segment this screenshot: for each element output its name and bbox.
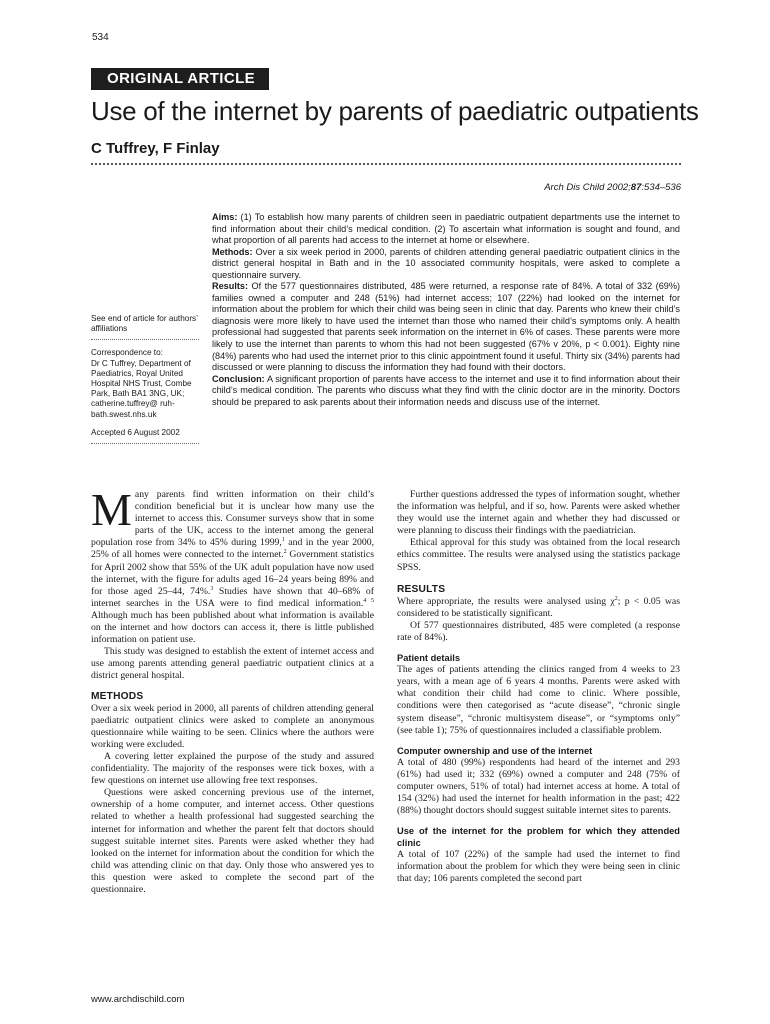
- conclusion-text: A significant proportion of parents have access to the internet and use it to find information about their child’s medical condition. The parents who discuss what they find with the clinic doctor are in the minority. Doctors should be prepared to ask parents about their information needs and discuss use of the internet.: [212, 373, 680, 407]
- results-label: Results:: [212, 281, 249, 292]
- citation-pages: :534–536: [641, 182, 681, 193]
- methods-paragraph-2: A covering letter explained the purpose of the study and assured confidentiality. The majority of the responses were tick boxes, with a few questions on internet use allowing free text responses.: [91, 750, 374, 787]
- abstract-methods: [212, 247, 680, 282]
- sidebar-divider: [91, 339, 199, 340]
- body-right-column: [397, 489, 680, 885]
- computer-ownership-heading: Computer ownership and use of the internet: [397, 745, 593, 756]
- results-paragraph-2: Of 577 questionnaires distributed, 485 were completed (a response rate of 84%).: [397, 619, 680, 644]
- correspondence-label: Correspondence to:: [91, 348, 163, 358]
- citation-year: 2002;: [607, 182, 631, 193]
- drop-cap: M: [91, 484, 132, 535]
- article-sidebar: [91, 314, 203, 444]
- abstract-aims: [212, 212, 680, 247]
- aims-text: (1) To establish how many parents of children seen in paediatric outpatient departments use the internet to find information about their child’s medical condition. (2) To ascertain what information is sought and found, and what proportion of all parents had access to the internet at home or elsewhere.: [212, 212, 680, 246]
- methods-paragraph-3: Questions were asked concerning previous use of the internet, ownership of a home computer, and internet access. Other questions related to whether a health professional had suggested searching the internet for information and whether the parent felt that doctors should suggest suitable internet sites. Parents were asked whether they had looked on the internet for information about the condition for which the child was attending clinic on that day. Only those who answered yes to this question were asked to complete the second part of the questionnaire.: [91, 787, 374, 895]
- journal-citation: [544, 182, 681, 193]
- article-type-banner: ORIGINAL ARTICLE: [91, 68, 269, 90]
- citation-volume: 87: [630, 182, 642, 193]
- intro-paragraph-2: This study was designed to establish the extent of internet access and use among parents attending general paediatric outpatient clinics at a district general hospital.: [91, 646, 374, 682]
- sidebar-divider-bottom: [91, 443, 199, 444]
- results-text-2: ; p < 0.05 was considered to be statistically significant.: [397, 595, 680, 619]
- results-heading: RESULTS: [397, 583, 446, 595]
- authors: C Tuffrey, F Finlay: [91, 140, 220, 157]
- methods-paragraph-4: Further questions addressed the types of information sought, whether the information was helpful, and if so, how. Parents were asked whether they would use the internet again and whether they had discussed or were planning to discuss their findings with the paediatrician.: [397, 489, 680, 537]
- journal-url: www.archdischild.com: [91, 994, 185, 1005]
- ref-1: 1: [281, 537, 285, 544]
- dotted-divider: [91, 163, 681, 165]
- internet-use-heading: Use of the internet for the problem for which they attended clinic: [397, 826, 680, 849]
- citation-journal: Arch Dis Child: [544, 182, 605, 193]
- computer-ownership-paragraph: A total of 480 (99%) respondents had heard of the internet and 293 (61%) had used it; 332 (69%) owned a computer and 248 (75% of computer owners, 51% of total) had internet access at home. A total of 154 (32%) had used the internet for health information in the past; 422 (88%) thought doctors should suggest suitable internet sites to parents.: [397, 756, 680, 817]
- article-title: Use of the internet by parents of paediatric outpatients: [91, 96, 699, 126]
- results-paragraph-1: [397, 596, 680, 620]
- page-number: 534: [92, 32, 109, 43]
- ref-3: 3: [210, 585, 214, 592]
- abstract: [212, 212, 680, 408]
- aims-label: Aims:: [212, 212, 238, 222]
- internet-use-paragraph: A total of 107 (22%) of the sample had used the internet to find information about the problem for which they were being seen in clinic that day; 106 parents completed the second part: [397, 849, 680, 885]
- abstract-results: [212, 281, 680, 373]
- intro-paragraph: [91, 484, 374, 646]
- intro-text-2: and in the year 2000, 25% of all homes were connected to the internet.: [91, 537, 374, 561]
- correspondence-details: Dr C Tuffrey, Department of Paediatrics, Royal United Hospital NHS Trust, Combe Park, Bath BA1 3NG, UK; catherine.tuffrey@ ruh-bath.swest.nhs.uk: [91, 358, 192, 419]
- conclusion-label: Conclusion:: [212, 373, 265, 384]
- chi-square-superscript: 2: [614, 595, 618, 602]
- ref-2: 2: [283, 549, 287, 556]
- intro-text-1: any parents find written information on their child’s condition beneficial but it is unclear how many use the internet to access this. Consumer surveys show that in some parts of the UK, access to the internet among the general population rose from 34% to 45% during 1999,: [91, 489, 374, 549]
- methods-heading: METHODS: [91, 690, 144, 702]
- intro-text-5: Although much has been published about what information is available on the internet and how doctors can access it, there is little published information on patient use.: [91, 609, 374, 646]
- accepted-date: Accepted 6 August 2002: [91, 427, 180, 437]
- methods-paragraph-1: Over a six week period in 2000, all parents of children attending general paediatric outpatient clinics were asked to complete an anonymous questionnaire while waiting to be seen. Clinics where the authors were working were excluded.: [91, 702, 374, 750]
- patient-details-paragraph: The ages of patients attending the clinics ranged from 4 weeks to 23 years, with a mean age of 6 years 4 months. Parents were asked with what condition their child had come to clinic. Where possible, conditions were then categorised as “acute disease”, “chronic single system disease”, “chronic multisystem disease”, or “symptoms only” (see table 1); 75% of questionnaires included a classifiable problem.: [397, 664, 680, 736]
- patient-details-heading: Patient details: [397, 653, 461, 664]
- abstract-conclusion: [212, 374, 680, 409]
- results-text: Of the 577 questionnaires distributed, 485 were returned, a response rate of 84%. A total of 332 (69%) families owned a computer and 248 (51%) had internet access; 107 (22%) had looked on the internet for information about the problem for which their child was being seen in clinic that day. Parents who knew their child’s diagnosis were more likely to have used the internet than those who named their child’s symptoms only. A health professional had suggested that parents seek information on the internet in 6% of cases. These parents were more likely to use the internet than parents to whom this had not been suggested (67% v 20%, p < 0.001). Eighty nine (84%) parents who had used the internet prior to this clinic appointment found it useful. Thirty six (34%) parents had discussed or were planning to discuss the information they had found with their doctors.: [212, 281, 680, 373]
- results-text-1: Where appropriate, the results were analysed using χ: [397, 595, 615, 607]
- methods-paragraph-5: Ethical approval for this study was obtained from the local research ethics committee. The results were analysed using the statistics package SPSS.: [397, 537, 680, 573]
- body-left-column: [91, 484, 374, 896]
- methods-label: Methods:: [212, 246, 253, 257]
- intro-text-3: Government statistics for April 2002 show that 55% of the UK adult population have now used the internet, with the figure for adults aged 16–24 years being 89% and for those aged 25–44, 74%.: [91, 549, 374, 597]
- ref-4-5: 4 5: [363, 597, 374, 604]
- methods-text: Over a six week period in 2000, parents of children attending general paediatric outpatient clinics in the district general hospital in Bath and in the 10 associated community hospitals, were asked to complete a questionnaire survery.: [212, 246, 680, 280]
- affiliations-note: See end of article for authors’ affiliations: [91, 314, 198, 334]
- intro-text-4: Studies have shown that 40–68% of internet searches in the USA were to find medical information.: [91, 585, 374, 609]
